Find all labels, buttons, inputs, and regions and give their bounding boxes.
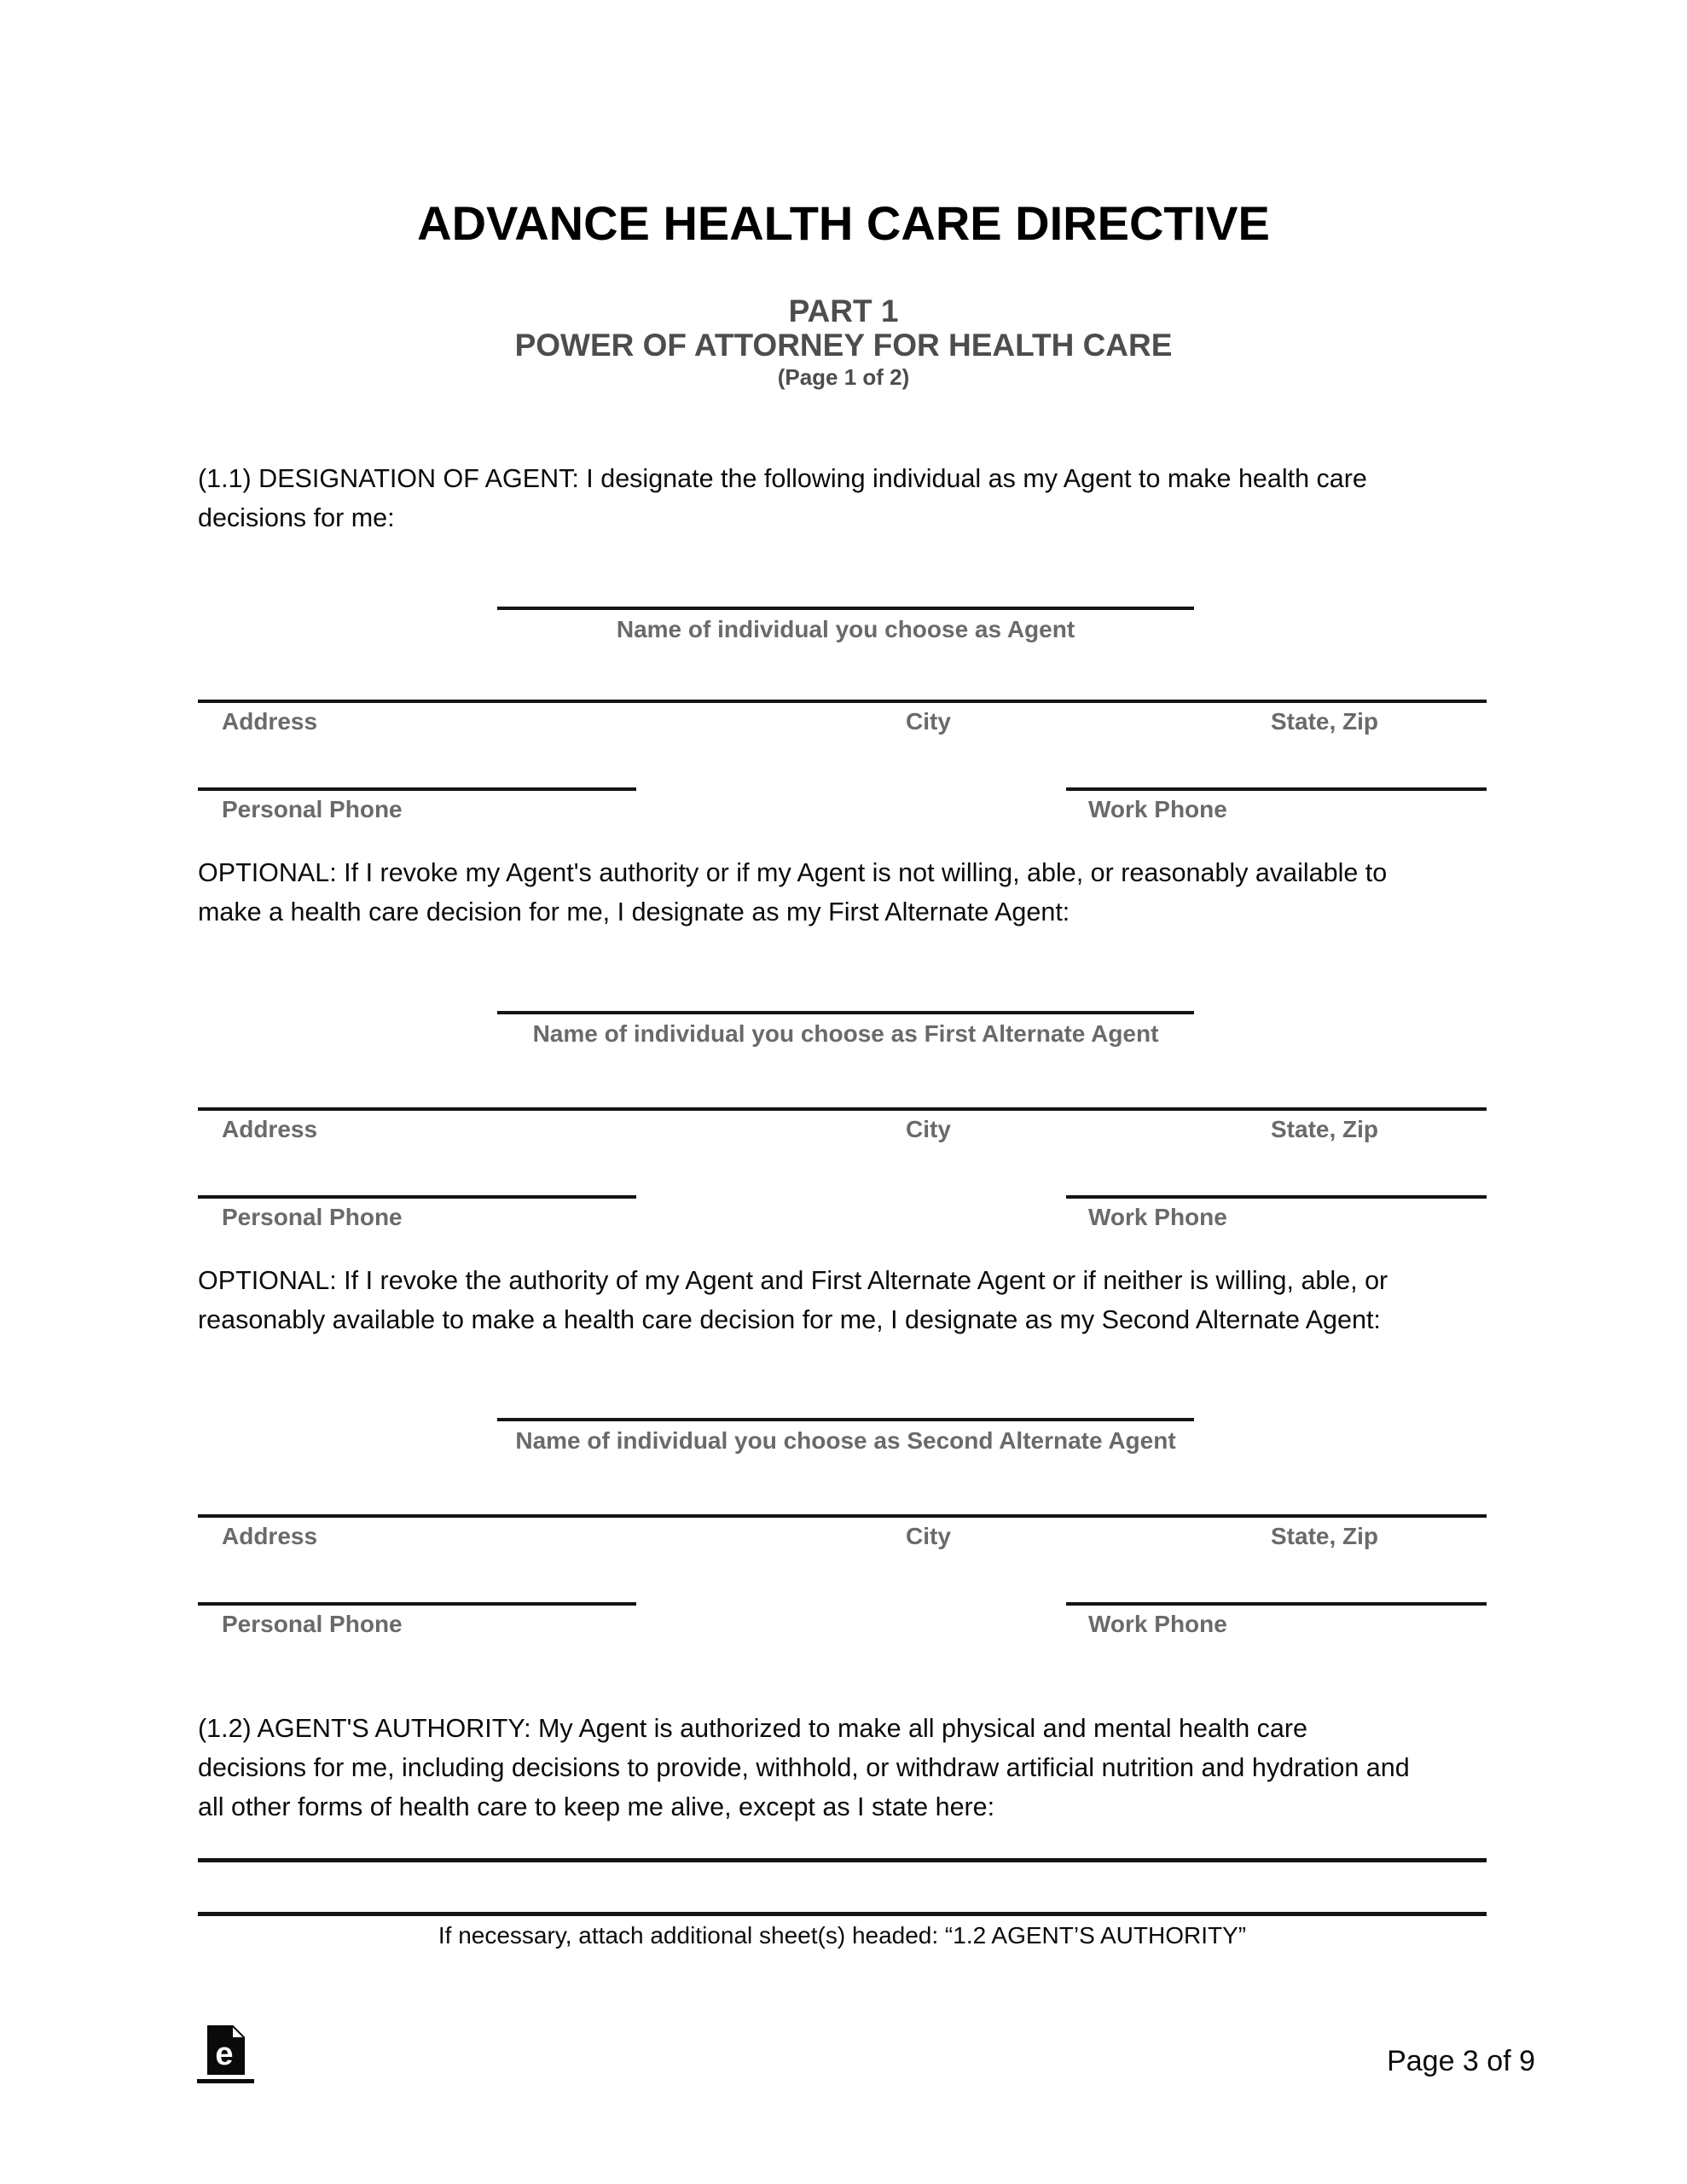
optional-second-alternate-paragraph: OPTIONAL: If I revoke the authority of my Agent and First Alternate Agent or if neither is willing, able, or reasonably available to make a health care decision for me, I designate as my Second Alternate Agent: [198,1266,1388,1334]
first-alternate-address-captions [198,1111,1487,1145]
second-alternate-city-label: City [906,1523,951,1549]
first-alternate-personal-phone-input-line[interactable] [198,1195,636,1199]
agent-name-input-line[interactable] [497,607,1194,610]
agent-state-zip-label: State, Zip [1271,708,1379,735]
document-icon [207,2025,245,2075]
agent-address-label: Address [222,708,318,735]
agent-name-field [497,607,1194,644]
second-alternate-address-field [198,1514,1487,1552]
agents-authority-exception-field-2 [198,1912,1487,1916]
second-alternate-personal-phone-label: Personal Phone [222,1611,403,1637]
agent-name-caption: Name of individual you choose as Agent [616,616,1075,642]
section-1-2-paragraph: (1.2) AGENT'S AUTHORITY: My Agent is authorized to make all physical and mental health care decisions for me, including decisions to provide, withhold, or withdraw artificial nutrition and hydration and all other forms of health care to keep me alive, except as I state here: [198,1714,1410,1821]
agent-personal-phone-input-line[interactable] [198,787,636,791]
first-alternate-personal-phone-label: Personal Phone [222,1204,403,1230]
second-alternate-personal-phone-input-line[interactable] [198,1602,636,1606]
agent-work-phone-field [1066,787,1487,824]
first-alternate-name-field [497,1011,1194,1048]
agent-address-field [198,700,1487,737]
first-alternate-work-phone-input-line[interactable] [1066,1195,1487,1199]
agent-city-label: City [906,708,951,735]
agents-authority-exception-line-2[interactable] [198,1912,1487,1916]
first-alternate-name-caption: Name of individual you choose as First Alternate Agent [532,1020,1159,1047]
page-title: ADVANCE HEALTH CARE DIRECTIVE [417,196,1270,250]
logo-letter: e [215,2036,234,2072]
first-alternate-personal-phone-field [198,1195,636,1232]
second-alternate-state-zip-label: State, Zip [1271,1523,1379,1549]
second-alternate-personal-phone-field [198,1602,636,1639]
first-alternate-address-label: Address [222,1116,318,1142]
part-subheading: POWER OF ATTORNEY FOR HEALTH CARE [514,328,1173,363]
agent-address-captions [198,703,1487,737]
part-page-note: (Page 1 of 2) [777,364,910,390]
second-alternate-work-phone-input-line[interactable] [1066,1602,1487,1606]
agent-personal-phone-label: Personal Phone [222,796,403,822]
first-alternate-state-zip-label: State, Zip [1271,1116,1379,1142]
part-header [0,294,1687,392]
second-alternate-address-label: Address [222,1523,318,1549]
agent-work-phone-input-line[interactable] [1066,787,1487,791]
first-alternate-work-phone-field [1066,1195,1487,1232]
page-number: Page 3 of 9 [1387,2045,1535,2077]
first-alternate-work-phone-label: Work Phone [1088,1204,1227,1230]
second-alternate-name-caption: Name of individual you choose as Second Alternate Agent [515,1427,1176,1454]
agents-authority-exception-line-1[interactable] [198,1858,1487,1862]
first-alternate-city-label: City [906,1116,951,1142]
second-alternate-name-input-line[interactable] [497,1418,1194,1421]
second-alternate-name-field [497,1418,1194,1455]
optional-first-alternate-paragraph: OPTIONAL: If I revoke my Agent's authority or if my Agent is not willing, able, or reasonably available to make a health care decision for me, I designate as my First Alternate Agent: [198,858,1388,926]
second-alternate-address-captions [198,1518,1487,1552]
first-alternate-name-input-line[interactable] [497,1011,1194,1014]
part-heading: PART 1 [788,293,899,328]
second-alternate-work-phone-label: Work Phone [1088,1611,1227,1637]
section-1-1-paragraph: (1.1) DESIGNATION OF AGENT: I designate the following individual as my Agent to make health care decisions for me: [198,464,1367,532]
agent-personal-phone-field [198,787,636,824]
second-alternate-work-phone-field [1066,1602,1487,1639]
agents-authority-exception-field-1 [198,1858,1487,1862]
eforms-logo [207,2025,245,2075]
attachment-note: If necessary, attach additional sheet(s) headed: “1.2 AGENT’S AUTHORITY” [438,1922,1247,1949]
first-alternate-address-field [198,1107,1487,1145]
agent-work-phone-label: Work Phone [1088,796,1227,822]
logo-underline [197,2079,254,2083]
